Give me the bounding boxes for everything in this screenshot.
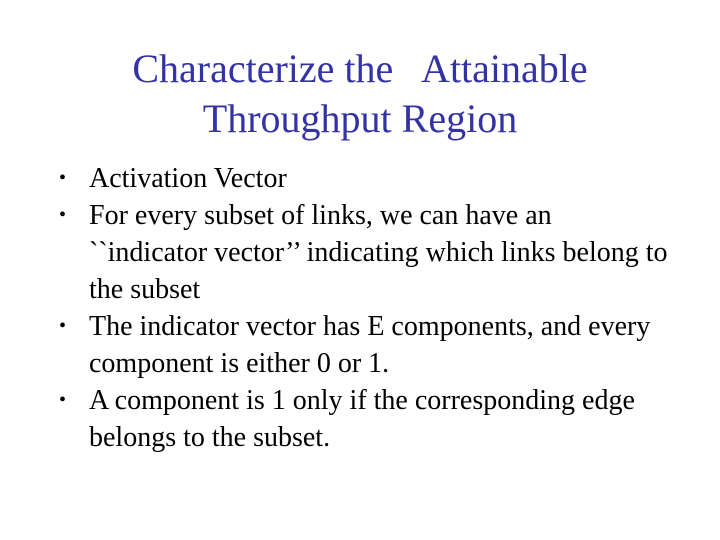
slide-title-line-1: Characterize the Attainable [132, 46, 588, 91]
slide-title-line-2: Throughput Region [202, 96, 518, 141]
bullet-item [56, 197, 676, 308]
bullet-text: For every subset of links, we can have an ``indicator vector’’ indicating which links belong to the subset [89, 200, 668, 305]
bullet-dot-icon: • [59, 204, 67, 226]
bullet-dot-icon: • [59, 315, 67, 337]
bullet-text: The indicator vector has E components, and every component is either 0 or 1. [89, 311, 651, 379]
bullet-item [56, 308, 676, 382]
bullet-item [56, 382, 676, 456]
bullet-dot-icon: • [59, 167, 67, 189]
bullet-text: Activation Vector [89, 163, 287, 194]
bullet-list [56, 160, 676, 456]
bullet-dot-icon: • [59, 389, 67, 411]
bullet-text: A component is 1 only if the corresponding edge belongs to the subset. [89, 385, 635, 453]
bullet-item [56, 160, 676, 197]
slide-title [0, 44, 720, 144]
